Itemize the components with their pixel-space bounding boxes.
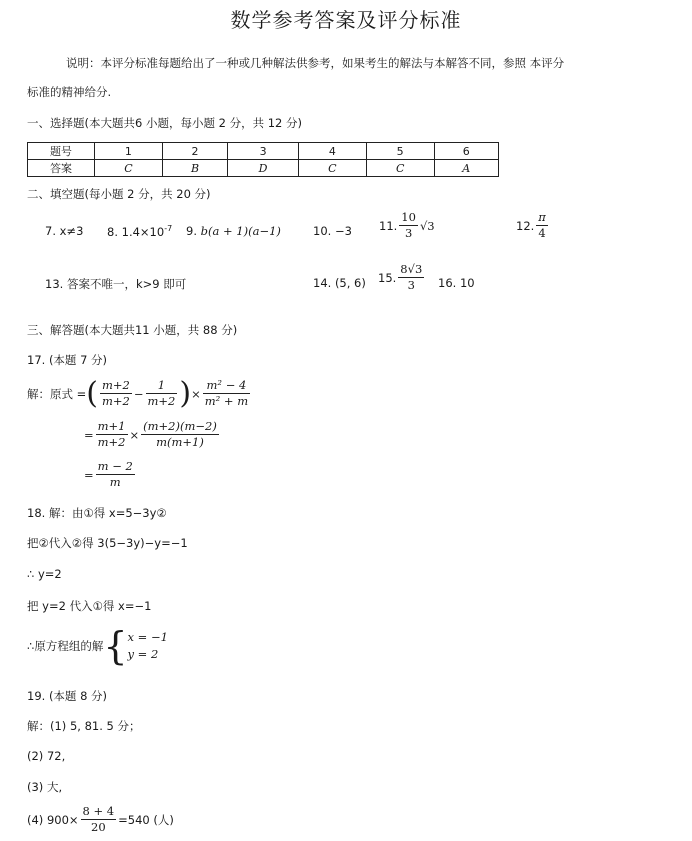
q18-line-2: 把②代入②得 3(5−3y)−y=−1 [27,536,188,550]
q17-fraction-6 [96,459,135,490]
answer-q15-fraction [398,262,424,293]
right-paren: ) [179,376,192,411]
answer-q11-fraction [399,210,418,241]
q17-line-3 [84,459,137,490]
q17-label: 解：原式 = [27,386,87,401]
fraction-numerator: (m+2)(m−2) [143,419,217,433]
fraction-denominator: m [109,475,121,489]
q17-line-2 [84,419,221,450]
left-brace: { [103,624,128,668]
q18-solution-label: ∴原方程组的解 [27,639,104,653]
table-cell-answer: C [298,160,366,177]
fraction-numerator: m+2 [102,378,130,392]
q19-line-4-result: =540 (人) [118,812,174,827]
fraction-denominator: m+2 [147,394,176,408]
fraction-denominator: m(m+1) [156,435,204,449]
table-cell-number: 6 [434,143,498,160]
q17-fraction-2 [146,378,178,409]
fraction-denominator: m+2 [102,394,130,408]
q18-line-5 [27,624,168,668]
q19-line-1: 解：(1) 5, 81. 5 分； [27,719,141,733]
equation-system [128,629,168,663]
q18-line-3: ∴ y=2 [27,567,62,581]
answer-q8-base: 8. 1.4×10 [107,224,165,239]
q17-fraction-3 [203,378,250,409]
section-fill-heading: 二、填空题(每小题 2 分，共 20 分) [27,187,211,201]
table-cell-answer: B [162,160,227,177]
answer-q11-label: 11. [379,218,398,233]
section-solve-heading: 三、解答题(本大题共11 小题，共 88 分) [27,323,238,337]
equals-sign: = [84,467,94,482]
fraction-denominator: m² + m [204,394,249,408]
fraction-numerator: 8√3 [400,262,423,276]
note-line-1: 说明：本评分标准每题给出了一种或几种解法供参考，如果考生的解法与本解答不同，参照 本评分 [66,56,565,70]
table-cell-number: 4 [298,143,366,160]
note-line-2: 标准的精神给分. [27,85,112,99]
answer-q13: 13. 答案不唯一，k>9 即可 [45,277,187,291]
times-sign: × [129,427,140,442]
times-sign: × [191,386,201,401]
page-title: 数学参考答案及评分标准 [230,8,462,32]
q19-line-4-label: (4) 900× [27,812,79,827]
q19-fraction [81,804,117,835]
q19-line-2: (2) 72, [27,749,66,763]
answer-q11 [379,210,435,241]
system-line-1: x = −1 [127,630,168,644]
answer-q9-expression: b(a + 1)(a−1) [200,224,281,238]
q19-line-3: (3) 大, [27,780,63,794]
answer-q7: 7. x≠3 [45,224,84,238]
answer-q9 [186,224,281,238]
fraction-denominator: 3 [404,226,413,240]
q18-line-1: 18. 解：由①得 x=5−3y② [27,506,167,520]
answer-q8 [107,224,172,239]
answer-q15-label: 15. [378,270,397,285]
answer-q8-exponent: -7 [164,224,173,233]
fraction-denominator: 3 [407,278,415,292]
fraction-numerator: 1 [146,378,178,394]
section-choice-heading: 一、选择题(本大题共6 小题，每小题 2 分，共 12 分) [27,116,303,130]
table-cell-number: 2 [162,143,227,160]
fraction-numerator: 8 + 4 [82,804,115,818]
q17-fraction-5 [141,419,219,450]
q18-line-4: 把 y=2 代入①得 x=−1 [27,599,152,613]
table-cell-answer: C [366,160,434,177]
table-cell-answer: A [434,160,498,177]
left-paren: ( [86,376,99,411]
table-row-numbers [28,143,499,160]
answer-q14: 14. (5, 6) [313,276,366,290]
table-row-answers [28,160,499,177]
q19-title: 19. (本题 8 分) [27,689,108,703]
system-line-2: y = 2 [127,647,159,661]
fraction-denominator: m+2 [97,435,126,449]
q17-title: 17. (本题 7 分) [27,353,108,367]
fraction-denominator: 20 [91,820,106,834]
fraction-numerator: 10 [401,210,416,224]
minus-sign: − [133,386,144,401]
answer-q12-label: 12. [516,218,535,233]
fraction-numerator: m² − 4 [203,378,250,394]
fraction-numerator: m+1 [97,419,126,433]
equals-sign: = [84,427,94,442]
table-cell-number: 5 [366,143,434,160]
table-header-number: 题号 [28,143,95,160]
fraction-denominator: 4 [538,226,546,240]
answer-q12-fraction [536,210,548,241]
table-header-answer: 答案 [28,160,95,177]
fraction-numerator: m − 2 [97,459,133,473]
answer-q9-label: 9. [186,224,201,238]
q17-fraction-1 [100,378,132,409]
table-cell-answer: C [95,160,163,177]
answer-q15 [378,262,426,293]
fraction-numerator: π [538,210,546,224]
answer-q16: 16. 10 [438,276,475,290]
q17-line-1 [27,376,252,411]
answer-q10: 10. −3 [313,224,352,238]
table-cell-answer: D [228,160,299,177]
q19-line-4 [27,804,174,835]
table-cell-number: 1 [95,143,163,160]
q17-fraction-4 [96,419,128,450]
table-cell-number: 3 [228,143,299,160]
answer-table [27,142,499,177]
answer-q12 [516,210,550,241]
answer-q11-root: √3 [419,218,435,233]
